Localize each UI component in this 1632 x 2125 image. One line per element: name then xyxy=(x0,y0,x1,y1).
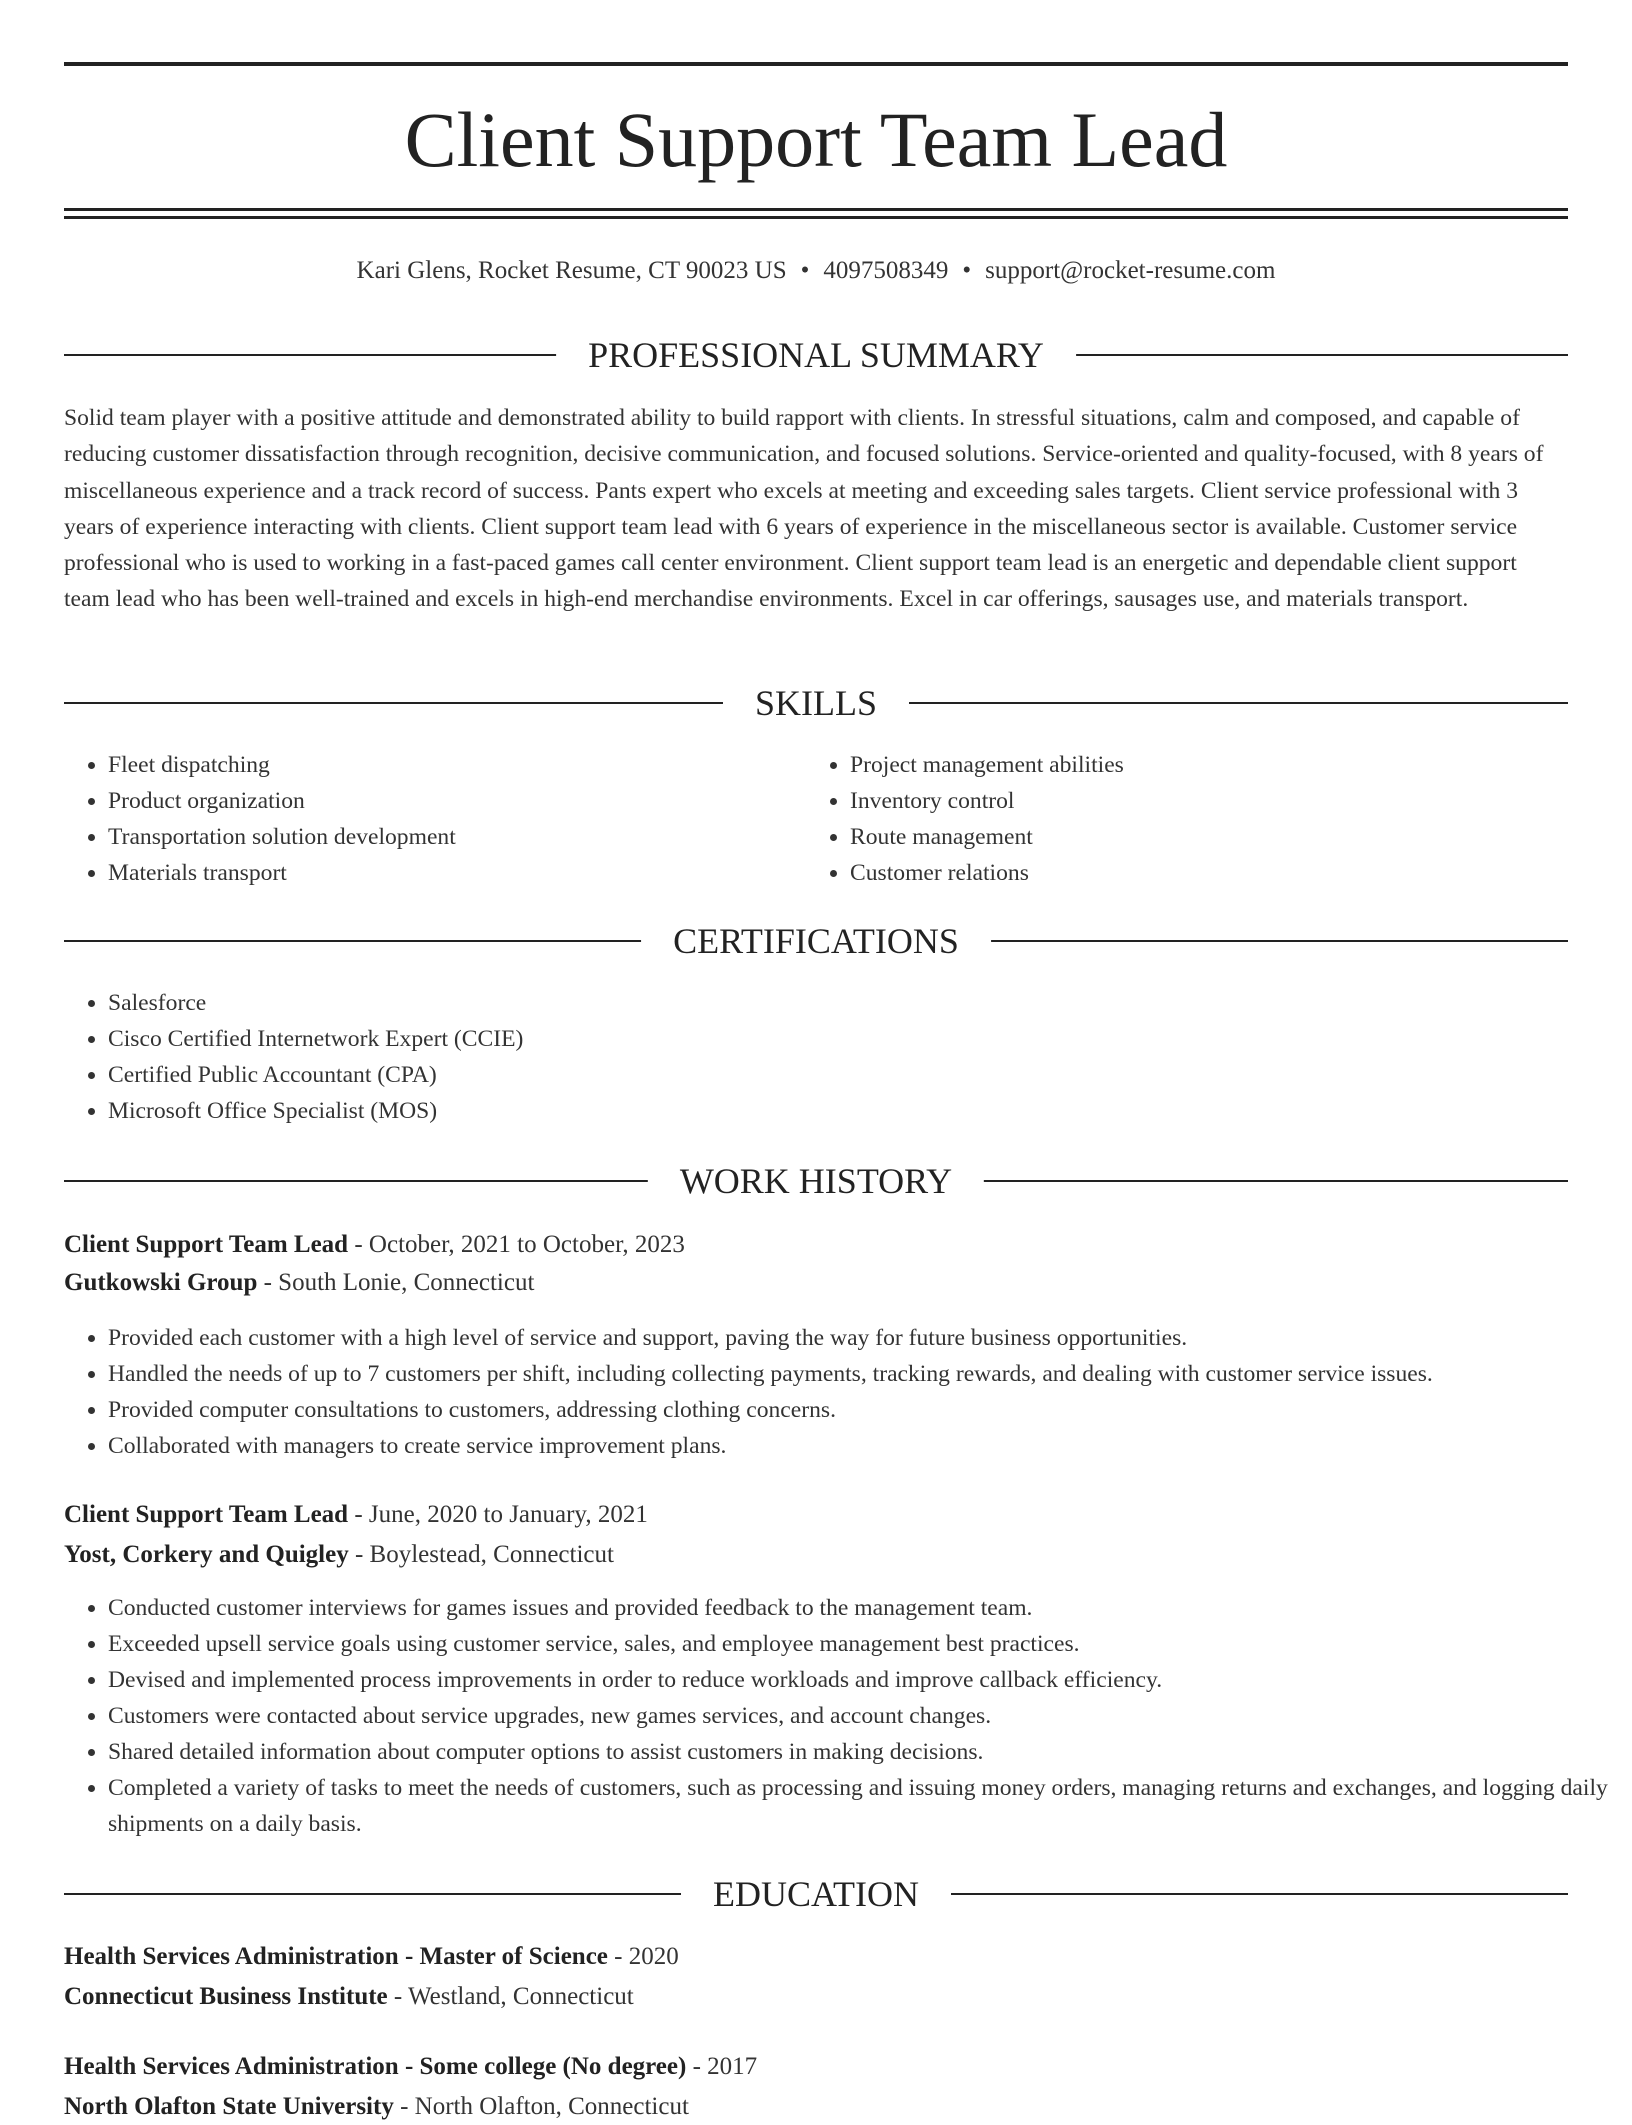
education-degree-line xyxy=(64,2049,1568,2085)
job-bullet: • Completed a variety of tasks to meet the needs of customers, such as processing and issuing money orders, managing returns and exchanges, and logging daily shipments on a daily basis. xyxy=(108,1770,1612,1842)
section-title: WORK HISTORY xyxy=(648,1158,984,1204)
skill-item: • Materials transport xyxy=(108,855,808,891)
section-title: CERTIFICATIONS xyxy=(641,918,991,964)
skills-list-right xyxy=(806,747,1590,891)
certification-item: • Microsoft Office Specialist (MOS) xyxy=(108,1093,1608,1129)
resume-title: Client Support Team Lead xyxy=(404,96,1228,183)
job-bullet: • Customers were contacted about service upgrades, new games services, and account changes. xyxy=(108,1698,1612,1734)
skill-item: • Customer relations xyxy=(850,855,1590,891)
job-dates: - June, 2020 to January, 2021 xyxy=(354,1501,648,1528)
education-location: - North Olafton, Connecticut xyxy=(400,2093,689,2120)
education-year: - 2017 xyxy=(692,2053,758,2080)
certification-item: • Salesforce xyxy=(108,985,1608,1021)
skill-item: • Inventory control xyxy=(850,783,1590,819)
job-company-line xyxy=(64,1537,1568,1573)
job-bullet: • Conducted customer interviews for games issues and provided feedback to the management team. xyxy=(108,1590,1612,1626)
summary-text: Solid team player with a positive attitude and demonstrated ability to build rapport with clients. In stressful situations, calm and composed, and capable of reducing customer dissatisfaction through recognition, decisive communication, and focused solutions. Service-oriented and quality-focused, with 8 years of miscellaneous experience and a track record of success. Pants expert who excels at meeting and exceeding sales targets. Client service professional with 3 years of experience interacting with clients. Client support team lead with 6 years of experience in the miscellaneous sector is available. Customer service professional who is used to working in a fast-paced games call center environment. Client support team lead is an energetic and dependable client support team lead who has been well-trained and excels in high-end merchandise environments. Excel in car offerings, sausages use, and materials transport. xyxy=(64,405,1544,613)
job-bullet: • Devised and implemented process improvements in order to reduce workloads and improve callback efficiency. xyxy=(108,1662,1612,1698)
education-school: Connecticut Business Institute xyxy=(64,1983,388,2010)
skill-item: • Transportation solution development xyxy=(108,819,808,855)
section-heading-certifications xyxy=(64,918,1568,964)
job-title-line xyxy=(64,1227,1568,1263)
job-bullets xyxy=(64,1320,1608,1464)
education-degree: Health Services Administration - Master of Science xyxy=(64,1943,608,1970)
job-company-line xyxy=(64,1265,1568,1301)
job-title: Client Support Team Lead xyxy=(64,1231,349,1258)
job-dates: - October, 2021 to October, 2023 xyxy=(354,1231,685,1258)
contact-separator: • xyxy=(962,257,972,284)
job-location: - Boylestead, Connecticut xyxy=(354,1541,614,1568)
contact-separator: • xyxy=(800,257,810,284)
education-location: - Westland, Connecticut xyxy=(393,1983,634,2010)
section-heading-skills xyxy=(64,680,1568,726)
job-bullet: • Handled the needs of up to 7 customers per shift, including collecting payments, tracking rewards, and dealing with customer service issues. xyxy=(108,1356,1608,1392)
section-title: EDUCATION xyxy=(681,1871,951,1917)
certification-item: • Certified Public Accountant (CPA) xyxy=(108,1057,1608,1093)
contact-line xyxy=(64,254,1568,288)
education-degree-line xyxy=(64,1939,1568,1975)
job-bullet: • Exceeded upsell service goals using customer service, sales, and employee management best practices. xyxy=(108,1626,1612,1662)
certification-item: • Cisco Certified Internetwork Expert (CCIE) xyxy=(108,1021,1608,1057)
job-company: Gutkowski Group xyxy=(64,1269,258,1296)
education-school-line xyxy=(64,1979,1568,2015)
education-degree: Health Services Administration - Some college (No degree) xyxy=(64,2053,687,2080)
header-double-rule-upper xyxy=(64,208,1568,211)
skill-item: • Project management abilities xyxy=(850,747,1590,783)
skills-list-left xyxy=(64,747,808,891)
job-title: Client Support Team Lead xyxy=(64,1501,349,1528)
section-heading-education xyxy=(64,1871,1568,1917)
contact-phone: 4097508349 xyxy=(823,257,949,284)
header-double-rule-lower xyxy=(64,216,1568,219)
section-title: SKILLS xyxy=(723,680,909,726)
job-title-line xyxy=(64,1497,1568,1533)
section-heading-summary xyxy=(64,332,1568,378)
skill-item: • Route management xyxy=(850,819,1590,855)
skill-item: • Product organization xyxy=(108,783,808,819)
job-bullet: • Provided each customer with a high level of service and support, paving the way for future business opportunities. xyxy=(108,1320,1608,1356)
contact-email: support@rocket-resume.com xyxy=(985,257,1276,284)
education-school: North Olafton State University xyxy=(64,2093,394,2120)
job-location: - South Lonie, Connecticut xyxy=(263,1269,535,1296)
header-top-rule xyxy=(64,62,1568,66)
section-heading-work-history xyxy=(64,1158,1568,1204)
job-bullet: • Shared detailed information about computer options to assist customers in making decisions. xyxy=(108,1734,1612,1770)
education-year: - 2020 xyxy=(614,1943,679,1970)
certifications-list xyxy=(64,985,1608,1129)
section-title: PROFESSIONAL SUMMARY xyxy=(556,332,1076,378)
job-company: Yost, Corkery and Quigley xyxy=(64,1541,349,1568)
contact-address: Kari Glens, Rocket Resume, CT 90023 US xyxy=(356,257,787,284)
job-bullet: • Collaborated with managers to create service improvement plans. xyxy=(108,1428,1608,1464)
job-bullets xyxy=(64,1590,1612,1842)
skill-item: • Fleet dispatching xyxy=(108,747,808,783)
job-bullet: • Provided computer consultations to customers, addressing clothing concerns. xyxy=(108,1392,1608,1428)
education-school-line xyxy=(64,2089,1568,2125)
